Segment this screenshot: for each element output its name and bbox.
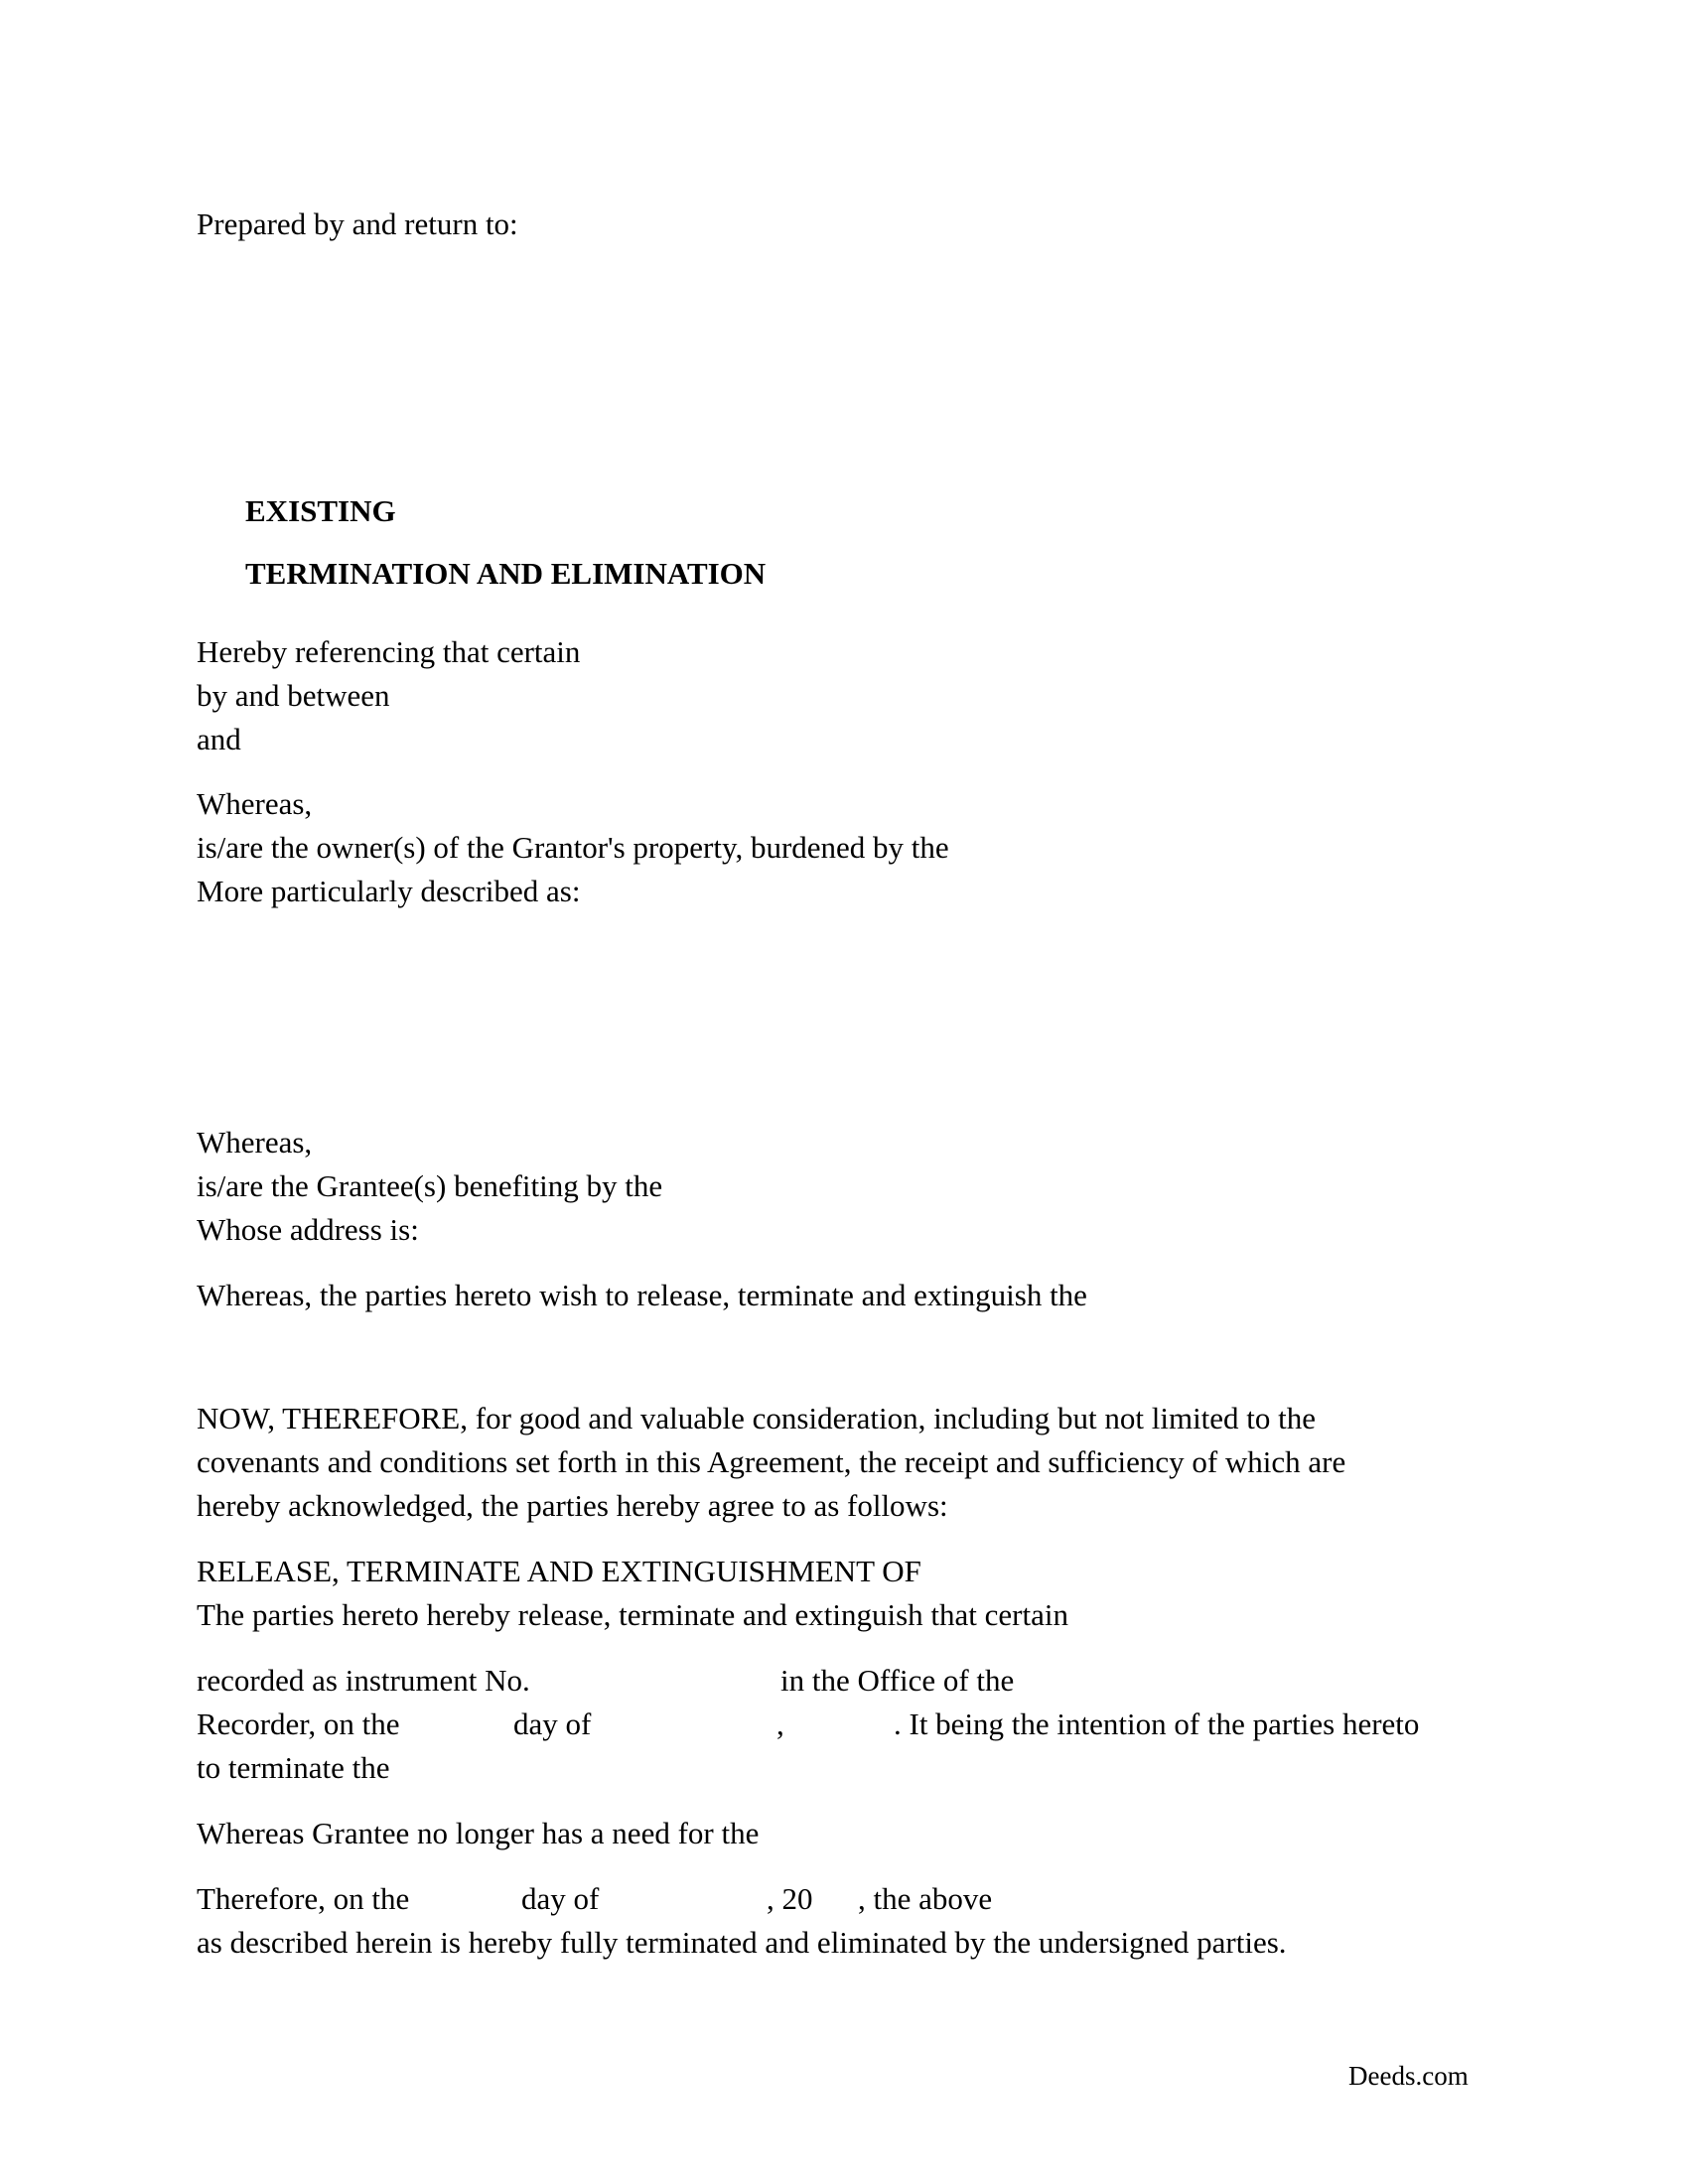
now-therefore-line-1: NOW, THEREFORE, for good and valuable consideration, including but not limited to the bbox=[197, 1401, 1317, 1435]
recorder-on-label: Recorder, on the bbox=[197, 1706, 400, 1741]
terminated-statement: as described herein is hereby fully terminated and eliminated by the undersigned parties. bbox=[197, 1925, 1287, 1960]
whereas-owner-line-3: More particularly described as: bbox=[197, 874, 581, 908]
intention-text: . It being the intention of the parties hereto bbox=[894, 1706, 1420, 1741]
reference-line-1: Hereby referencing that certain bbox=[197, 634, 581, 669]
reference-line-3: and bbox=[197, 722, 241, 756]
whereas-grantee-line-2: is/are the Grantee(s) benefiting by the bbox=[197, 1168, 663, 1203]
therefore-above-label: , the above bbox=[858, 1881, 993, 1916]
footer-deeds-com: Deeds.com bbox=[1348, 2061, 1469, 2091]
now-therefore-line-2: covenants and conditions set forth in this Agreement, the receipt and sufficiency of which are bbox=[197, 1444, 1346, 1479]
therefore-year-label: , 20 bbox=[767, 1881, 813, 1916]
terminate-the-label: to terminate the bbox=[197, 1750, 390, 1785]
release-heading: RELEASE, TERMINATE AND EXTINGUISHMENT OF bbox=[197, 1554, 921, 1588]
office-of-label: in the Office of the bbox=[780, 1663, 1015, 1698]
whereas-owner-line-2: is/are the owner(s) of the Grantor's property, burdened by the bbox=[197, 830, 949, 865]
recorded-comma: , bbox=[776, 1706, 784, 1741]
whereas-grantee-line-1: Whereas, bbox=[197, 1125, 313, 1160]
title-line-2: TERMINATION AND ELIMINATION bbox=[245, 556, 767, 591]
reference-line-2: by and between bbox=[197, 678, 390, 713]
release-statement: The parties hereto hereby release, terminate and extinguish that certain bbox=[197, 1597, 1068, 1632]
recorded-day-of-label: day of bbox=[513, 1706, 592, 1741]
whereas-release-line: Whereas, the parties hereto wish to release, terminate and extinguish the bbox=[197, 1278, 1087, 1312]
no-longer-need-line: Whereas Grantee no longer has a need for the bbox=[197, 1816, 760, 1850]
prepared-by-label: Prepared by and return to: bbox=[197, 206, 518, 241]
therefore-on-label: Therefore, on the bbox=[197, 1881, 410, 1916]
recorded-instrument-label: recorded as instrument No. bbox=[197, 1663, 530, 1698]
therefore-day-of-label: day of bbox=[521, 1881, 600, 1916]
whereas-owner-line-1: Whereas, bbox=[197, 786, 313, 821]
title-line-1: EXISTING bbox=[245, 493, 396, 528]
now-therefore-line-3: hereby acknowledged, the parties hereby agree to as follows: bbox=[197, 1488, 948, 1523]
whereas-grantee-line-3: Whose address is: bbox=[197, 1212, 419, 1247]
